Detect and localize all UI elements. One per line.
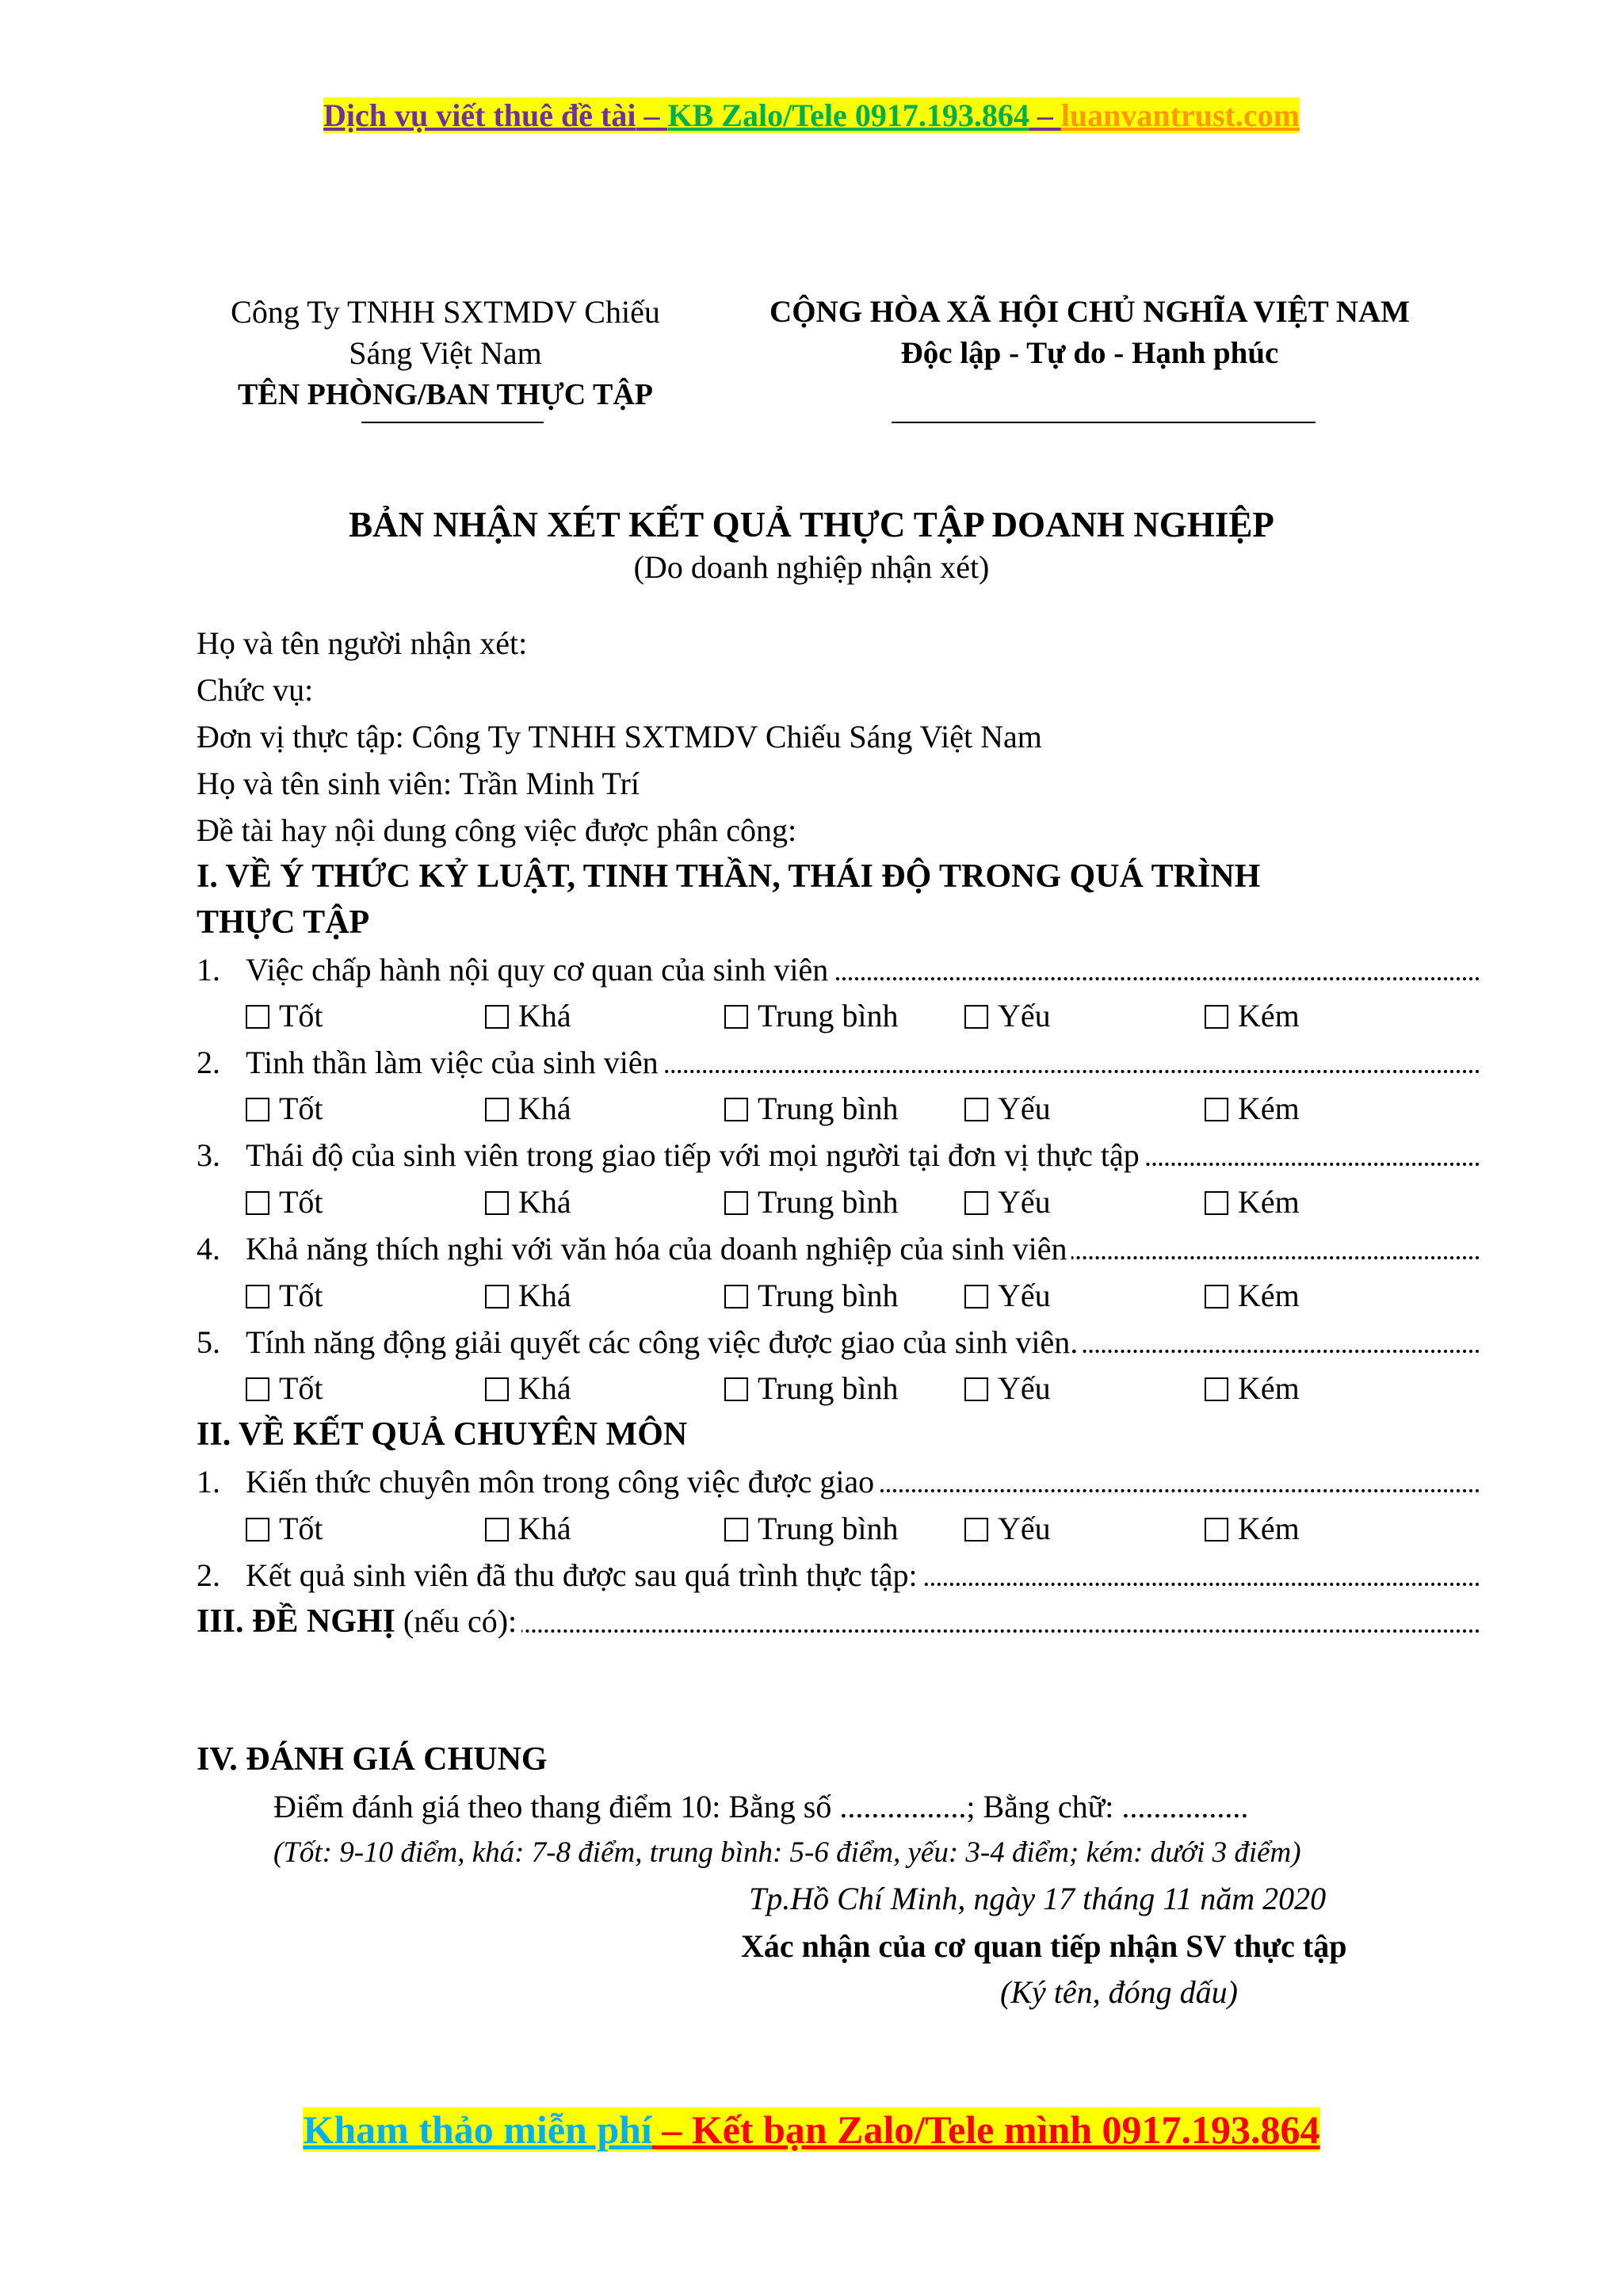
checkbox-icon [964,1285,988,1308]
section4-heading: IV. ĐÁNH GIÁ CHUNG [197,1741,548,1778]
signature-date: Tp.Hồ Chí Minh, ngày 17 tháng 11 năm 2020 [749,1881,1327,1916]
republic-underline [892,422,1316,423]
list-item: 1. Việc chấp hành nội quy cơ quan của sinh viên [197,951,1480,988]
rating-option-kem[interactable]: Kém [1205,997,1300,1034]
document-subtitle: (Do doanh nghiệp nhận xét) [633,549,990,585]
rating-option-trung-binh[interactable]: Trung bình [724,1090,898,1127]
rating-option-trung-binh[interactable]: Trung bình [724,1183,898,1221]
checkbox-icon [485,1285,509,1308]
checkbox-icon [246,1005,269,1029]
rating-option-tot[interactable]: Tốt [246,1510,323,1547]
position-field: Chức vụ: [197,672,314,708]
list-item: 3. Thái độ của sinh viên trong giao tiếp với mọi người tại đơn vị thực tập [197,1137,1480,1174]
banner-free-reference-link[interactable]: Kham thảo miễn phí [303,2107,652,2152]
rating-option-kem[interactable]: Kém [1205,1370,1300,1407]
checkbox-icon [485,1005,509,1029]
proposal-field[interactable]: III. ĐỀ NGHỊ (nếu có): [197,1603,1480,1641]
checkbox-icon [1205,1518,1228,1541]
rating-option-tot[interactable]: Tốt [246,1277,323,1314]
checkbox-icon [246,1191,269,1215]
student-name-field: Họ và tên sinh viên: Trần Minh Trí [197,766,640,801]
rating-option-tot[interactable]: Tốt [246,997,323,1034]
checkbox-icon [964,1191,988,1215]
checkbox-icon [1205,1377,1228,1401]
checkbox-icon [724,1098,748,1121]
checkbox-icon [724,1191,748,1215]
rating-option-kha[interactable]: Khá [485,1183,571,1221]
section1-heading-cont: THỰC TẬP [197,904,370,941]
checkbox-icon [246,1098,269,1121]
banner-contact-link[interactable]: KB Zalo/Tele 0917.193.864 [667,97,1029,133]
topic-field: Đề tài hay nội dung công việc được phân công: [197,812,797,848]
section1-heading: I. VỀ Ý THỨC KỶ LUẬT, TINH THẦN, THÁI ĐỘ TRONG QUÁ TRÌNH [197,858,1261,895]
rating-option-trung-binh[interactable]: Trung bình [724,1370,898,1407]
checkbox-icon [246,1377,269,1401]
list-item: 2. Tinh thần làm việc của sinh viên [197,1044,1480,1081]
checkbox-icon [964,1005,988,1029]
checkbox-icon [964,1098,988,1121]
checkbox-icon [724,1377,748,1401]
checkbox-icon [246,1285,269,1308]
rating-option-yeu[interactable]: Yếu [964,997,1051,1034]
rating-option-yeu[interactable]: Yếu [964,1183,1051,1221]
rating-option-kha[interactable]: Khá [485,1090,571,1127]
list-item: 5. Tính năng động giải quyết các công việc được giao của sinh viên. [197,1324,1480,1361]
rating-option-kha[interactable]: Khá [485,1277,571,1314]
rating-option-kha[interactable]: Khá [485,1510,571,1547]
rating-option-tot[interactable]: Tốt [246,1370,323,1407]
company-header: Công Ty TNHH SXTMDV Chiếu Sáng Việt Nam TÊN PHÒNG/BAN THỰC TẬP [231,294,660,411]
rating-option-yeu[interactable]: Yếu [964,1510,1051,1547]
checkbox-icon [246,1518,269,1541]
checkbox-icon [724,1005,748,1029]
rating-option-trung-binh[interactable]: Trung bình [724,1277,898,1314]
reviewer-name-field: Họ và tên người nhận xét: [197,625,528,661]
section2-heading: II. VỀ KẾT QUẢ CHUYÊN MÔN [197,1416,688,1453]
score-scale-note: (Tốt: 9-10 điểm, khá: 7-8 điểm, trung bình: 5-6 điểm, yếu: 3-4 điểm; kém: dưới 3 điểm) [273,1836,1301,1869]
rating-option-kem[interactable]: Kém [1205,1277,1300,1314]
list-item: 1. Kiến thức chuyên môn trong công việc được giao [197,1463,1480,1500]
banner-contact-link[interactable]: Kết bạn Zalo/Tele mình 0917.193.864 [691,2107,1320,2152]
rating-option-kem[interactable]: Kém [1205,1090,1300,1127]
list-item: 4. Khả năng thích nghi với văn hóa của doanh nghiệp của sinh viên [197,1230,1480,1267]
checkbox-icon [1205,1098,1228,1121]
unit-field: Đơn vị thực tập: Công Ty TNHH SXTMDV Chiếu Sáng Việt Nam [197,719,1042,755]
rating-option-trung-binh[interactable]: Trung bình [724,1510,898,1547]
signature-note: (Ký tên, đóng dấu) [1000,1974,1238,2010]
checkbox-icon [485,1098,509,1121]
checkbox-icon [1205,1005,1228,1029]
checkbox-icon [485,1377,509,1401]
checkbox-icon [724,1518,748,1541]
rating-option-tot[interactable]: Tốt [246,1090,323,1127]
signature-confirm: Xác nhận của cơ quan tiếp nhận SV thực tập [741,1928,1347,1964]
rating-option-tot[interactable]: Tốt [246,1183,323,1221]
rating-option-kem[interactable]: Kém [1205,1510,1300,1547]
checkbox-icon [485,1518,509,1541]
rating-option-trung-binh[interactable]: Trung bình [724,997,898,1034]
rating-option-yeu[interactable]: Yếu [964,1277,1051,1314]
results-field[interactable]: 2. Kết quả sinh viên đã thu được sau quá trình thực tập: [197,1557,1480,1594]
document-title: BẢN NHẬN XÉT KẾT QUẢ THỰC TẬP DOANH NGHIỆP [349,505,1274,544]
top-banner: Dịch vụ viết thuê đề tài – KB Zalo/Tele 0917.193.864 – luanvantrust.com [323,97,1300,133]
rating-option-kha[interactable]: Khá [485,1370,571,1407]
bottom-banner: Kham thảo miễn phí – Kết bạn Zalo/Tele mình 0917.193.864 [303,2107,1320,2152]
banner-website-link[interactable]: luanvantrust.com [1060,97,1300,133]
checkbox-icon [964,1377,988,1401]
company-underline [361,422,544,423]
banner-service-link[interactable]: Dịch vụ viết thuê đề tài [323,97,636,133]
checkbox-icon [1205,1285,1228,1308]
republic-header: CỘNG HÒA XÃ HỘI CHỦ NGHĨA VIỆT NAM Độc lập - Tự do - Hạnh phúc [769,295,1410,370]
rating-option-yeu[interactable]: Yếu [964,1370,1051,1407]
score-field[interactable]: Điểm đánh giá theo thang điểm 10: Bằng số ................; Bằng chữ: ................ [273,1789,1249,1824]
checkbox-icon [1205,1191,1228,1215]
checkbox-icon [485,1191,509,1215]
checkbox-icon [964,1518,988,1541]
rating-option-kem[interactable]: Kém [1205,1183,1300,1221]
rating-option-kha[interactable]: Khá [485,997,571,1034]
checkbox-icon [724,1285,748,1308]
rating-option-yeu[interactable]: Yếu [964,1090,1051,1127]
